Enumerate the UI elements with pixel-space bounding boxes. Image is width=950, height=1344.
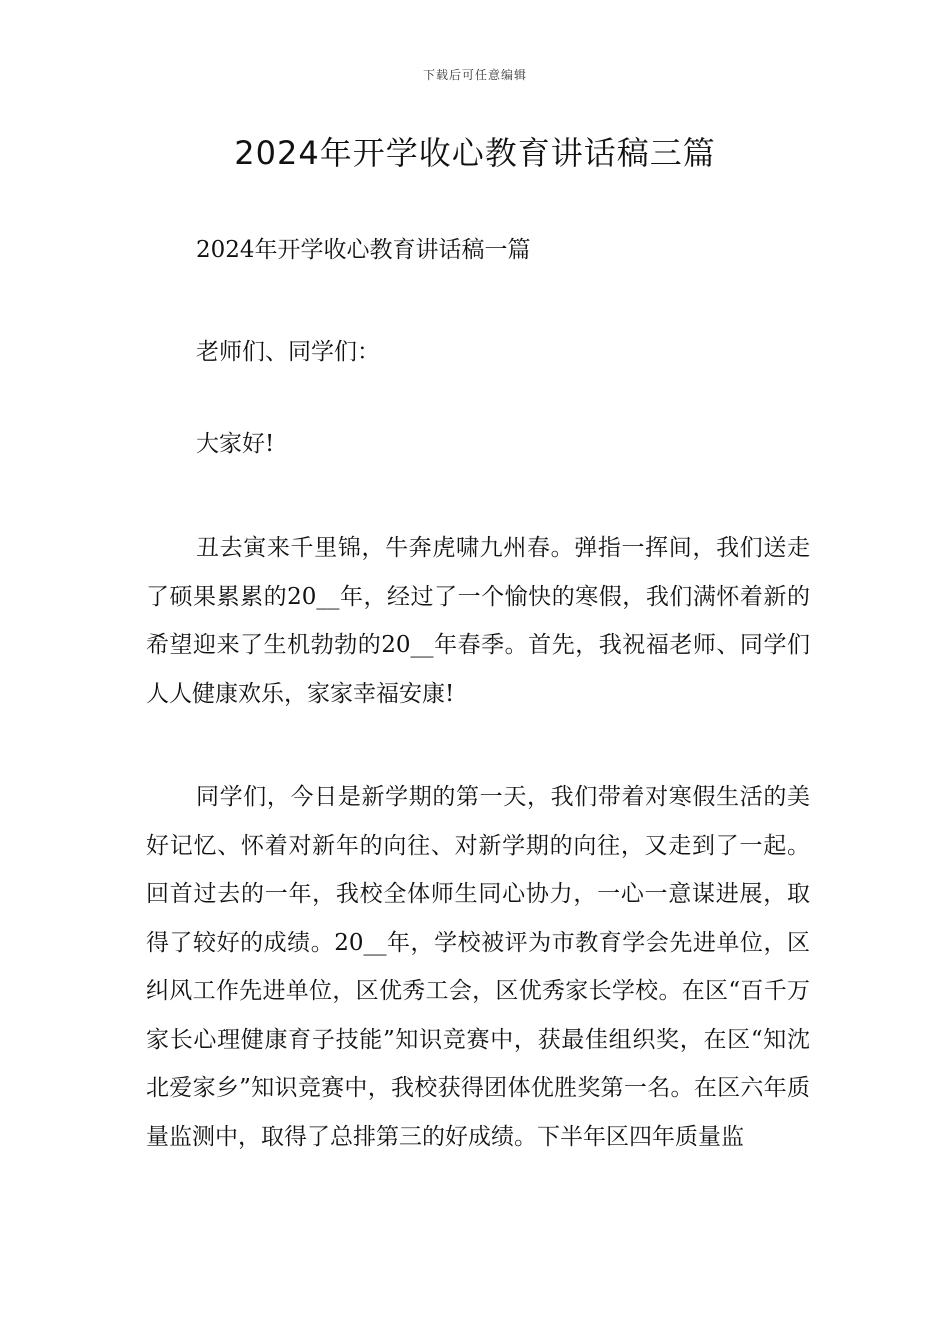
paragraph-2: 同学们，今日是新学期的第一天，我们带着对寒假生活的美好记忆、怀着对新年的向往、对新学期的向往，又走到了一起。回首过去的一年，我校全体师生同心协力，一心一意谋进展，取得了较好的成绩。20__年，学校被评为市教育学会先进单位，区纠风工作先进单位，区优秀工会，区优秀家长学校。在区“百千万家长心理健康育子技能”知识竞赛中，获最佳组织奖，在区“知沈北爱家乡”知识竞赛中，我校获得团体优胜奖第一名。在区六年质量监测中，取得了总排第三的好成绩。下半年区四年质量监 <box>146 784 810 1150</box>
document-title: 2024年开学收心教育讲话稿三篇 <box>234 134 716 172</box>
hello-line: 大家好! <box>196 431 275 457</box>
header-note: 下载后可任意编辑 <box>422 68 527 82</box>
section-subtitle: 2024年开学收心教育讲话稿一篇 <box>196 237 531 263</box>
paragraph-1: 丑去寅来千里锦，牛奔虎啸九州春。弹指一挥间，我们送走了硕果累累的20__年，经过了一个愉快的寒假，我们满怀着新的希望迎来了生机勃勃的20__年春季。首先，我祝福老师、同学们人人健康欢乐，家家幸福安康! <box>146 535 810 707</box>
greeting-line: 老师们、同学们： <box>196 339 380 365</box>
